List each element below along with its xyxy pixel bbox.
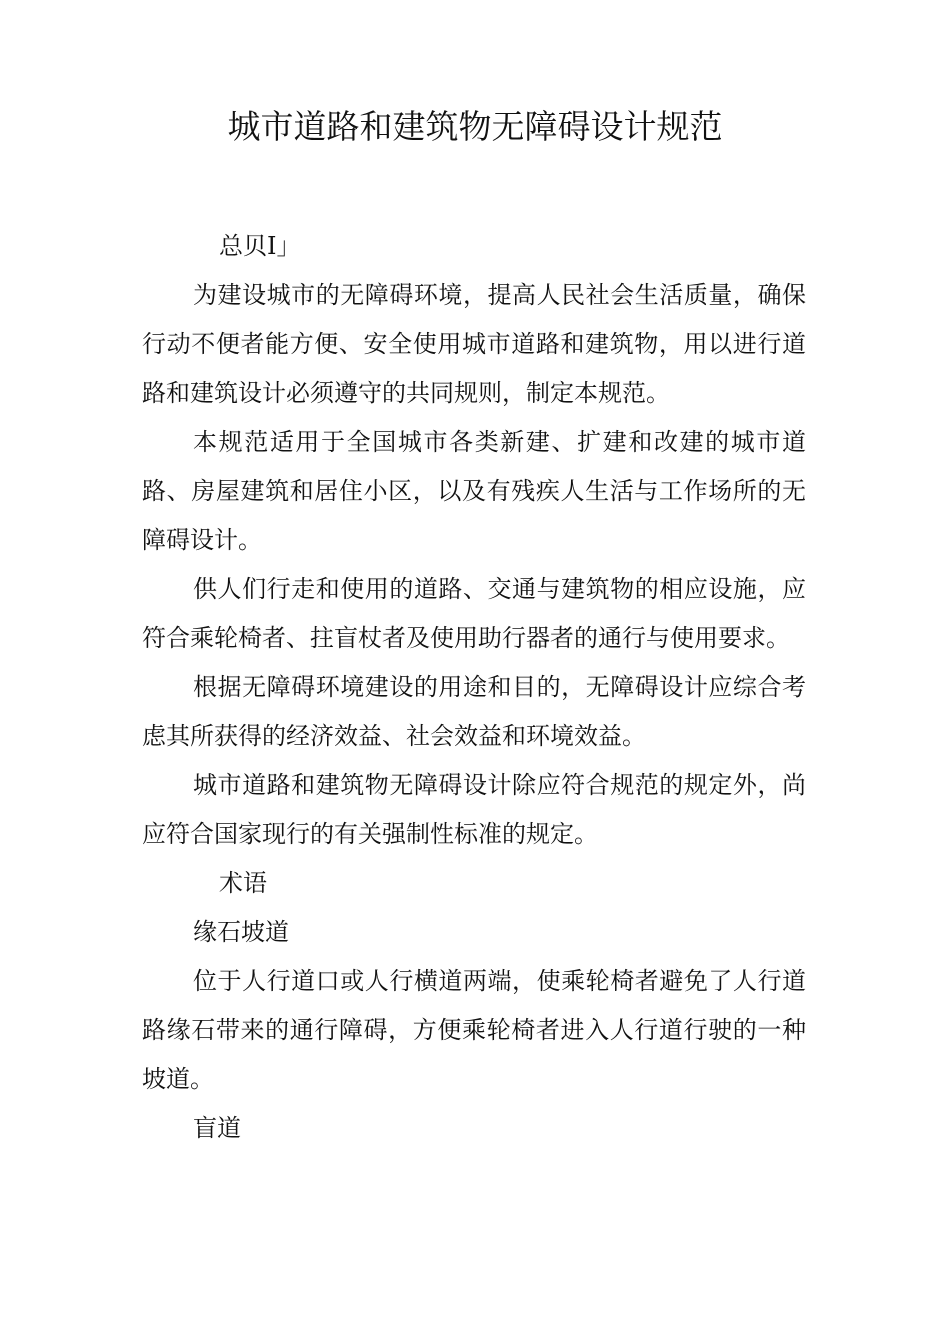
paragraph: 为建设城市的无障碍环境，提高人民社会生活质量，确保行动不便者能方便、安全使用城市道路和建筑物，用以进行道路和建筑设计必须遵守的共同规则，制定本规范。 — [142, 281, 806, 407]
paragraph: 根据无障碍环境建设的用途和目的，无障碍设计应综合考虑其所获得的经济效益、社会效益和环境效益。 — [142, 673, 806, 750]
document-body — [142, 222, 806, 1153]
term-definition-curb-ramp: 位于人行道口或人行横道两端，使乘轮椅者避免了人行道路缘石带来的通行障碍，方便乘轮椅者进入人行道行驶的一种坡道。 — [142, 967, 806, 1093]
section-heading-terms: 术语 — [219, 869, 267, 897]
section-heading-general: 总贝I」 — [219, 232, 301, 260]
document-title: 城市道路和建筑物无障碍设计规范 — [227, 107, 723, 146]
term-heading-curb-ramp: 缘石坡道 — [193, 918, 289, 946]
paragraph: 城市道路和建筑物无障碍设计除应符合规范的规定外，尚应符合国家现行的有关强制性标准的规定。 — [142, 771, 806, 848]
paragraph: 供人们行走和使用的道路、交通与建筑物的相应设施，应符合乘轮椅者、拄盲杖者及使用助行器者的通行与使用要求。 — [142, 575, 806, 652]
term-heading-tactile-path: 盲道 — [193, 1114, 241, 1142]
paragraph: 本规范适用于全国城市各类新建、扩建和改建的城市道路、房屋建筑和居住小区，以及有残疾人生活与工作场所的无障碍设计。 — [142, 428, 806, 554]
